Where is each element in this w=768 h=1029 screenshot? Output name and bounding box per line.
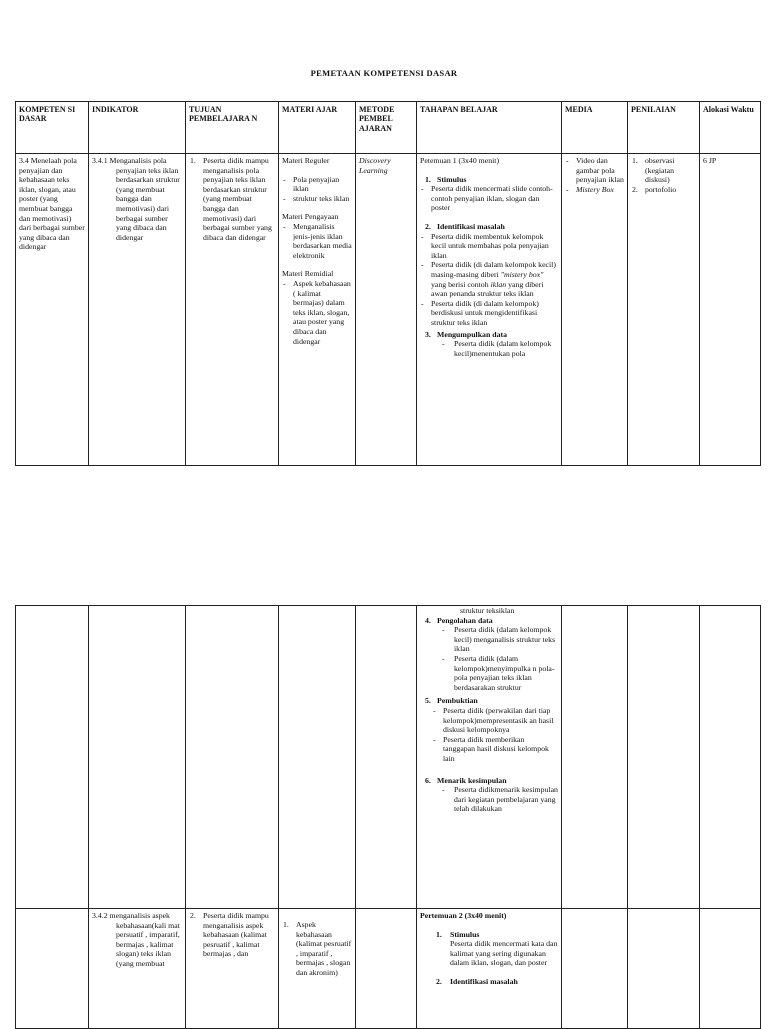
indikator-cell <box>89 154 186 466</box>
list-item: - Menganalisis jenis-jenis iklan berdasarkan media elektronik <box>282 222 352 260</box>
list-item: - Peserta didik (dalam kelompok kecil)menentukan pola <box>420 339 558 358</box>
pertemuan-label: Petemuan 1 (3x40 menit) <box>420 156 500 165</box>
step-heading: 3. Mengumpulkan data <box>425 329 507 339</box>
list-item: - struktur teks iklan <box>282 194 352 204</box>
tujuan-item <box>189 156 275 242</box>
materi-cell <box>279 154 356 466</box>
table-row <box>16 909 761 1029</box>
materi-reguler-label: Materi Reguler <box>282 156 330 165</box>
waktu-cell: 6 JP <box>700 154 761 466</box>
step-heading: 2. Identifikasi masalah <box>436 976 518 986</box>
kd-cell <box>16 154 89 466</box>
list-item: - Peserta didik membentuk kelompok kecil untuk membahas pola penyajian iklan <box>420 232 558 261</box>
tahapan-cell <box>417 154 562 466</box>
list-item: - Peserta didik memberikan tanggapan hasil diskusi kelompok lain <box>432 735 558 764</box>
list-item: - Mistery Box <box>565 185 624 195</box>
indikator-item <box>92 156 182 242</box>
list-item: - Peserta didik (perwakilan dari tiap kelompok)mempresentasik an hasil diskusi kelompoknya <box>432 706 558 735</box>
header-kd: KOMPETEN SI DASAR <box>16 102 89 154</box>
metode-text: Discovery Learning <box>359 156 391 175</box>
step-heading: 4. Pengolahan data <box>425 615 493 625</box>
step-heading: 1. Stimulus <box>425 174 467 184</box>
step-heading: 2. Identifikasi masalah <box>425 221 505 231</box>
competency-table-part2 <box>15 605 761 1029</box>
indikator-item <box>92 911 182 969</box>
penilaian-cell <box>628 154 700 466</box>
pertemuan-label: Pertemuan 2 (3x40 menit) <box>420 911 507 920</box>
list-item: - Peserta didik (dalam kelompok kecil) menganalisis struktur teks iklan <box>420 625 558 654</box>
competency-table-part1 <box>15 101 761 466</box>
step-heading: 6. Menarik kesimpulan <box>425 775 507 785</box>
header-metode: METODE PEMBEL AJARAN <box>356 102 417 154</box>
list-item: - Peserta didik (dalam kelompok)menyimpulka n pola-pola penyajian teks iklan berdasarakan struktur <box>420 654 558 692</box>
indikator-text: Menganalisis pola penyajian teks iklan berdasarkan struktur (yang membuat bangga dan memotivasi) dari berbagai sumber yang dibaca dan didengar <box>109 156 180 242</box>
step-heading: 1. Stimulus <box>436 929 480 939</box>
tujuan-item: 2. Peserta didik mampu menganalisis aspek kebahasaan (kalimat pesruatif , kalimat bermajas , dan <box>190 911 269 959</box>
list-item: - Peserta didik mencermati slide contoh-contoh penyajian iklan, slogan dan poster <box>420 184 558 213</box>
tujuan-number: 1. <box>190 156 196 165</box>
list-item: - Pola penyajian iklan <box>282 175 352 194</box>
tujuan-text: Peserta didik mampu menganalisis pola penyajian teks iklan berdasarkan struktur (yang membuat bangga dan memotivasi) dari berbagai sumber yang dibaca dan didengar <box>203 156 272 242</box>
materi-item: 1. Aspek kebahasaan (kalimat pesruatif , imparatif , bermajas , slogan dan akronim) <box>283 920 352 977</box>
table-row <box>16 606 761 909</box>
list-item: 1. observasi (kegiatan diskusi) <box>632 156 675 185</box>
materi-cell <box>279 909 356 1029</box>
materi-remidial-label: Materi Remidial <box>282 269 334 279</box>
header-tujuan: TUJUAN PEMBELAJARA N <box>186 102 279 154</box>
indikator-number: 3.4.2 <box>92 911 108 920</box>
list-item: - Peserta didik (di dalam kelompok kecil) masing-masing diberi "mistery box" yang berisi contoh iklan yang diberi awan penanda struktur teks iklan <box>420 260 558 298</box>
indikator-cell <box>89 909 186 1029</box>
step-heading: 5. Pembuktian <box>425 696 478 706</box>
list-item: - Peserta didikmenarik kesimpulan dari kegiatan pembelajaran yang telah dilakukan <box>420 785 558 814</box>
tujuan-cell <box>186 909 279 1029</box>
header-materi: MATERI AJAR <box>279 102 356 154</box>
indikator-number: 3.4.1 <box>92 156 108 165</box>
table-row <box>16 154 761 466</box>
list-item: - Peserta didik (di dalam kelompok) berdiskusi untuk mengidentifikasi struktur teks iklan <box>420 299 558 328</box>
materi-pengayaan-label: Materi Pengayaan <box>282 212 339 222</box>
tahapan-cell <box>417 909 562 1029</box>
tahapan-cell <box>417 606 562 909</box>
list-item: - Video dan gambar pola penyajian iklan <box>565 156 624 185</box>
list-item: 2. portofolio <box>632 184 677 194</box>
page-title: PEMETAAN KOMPETENSI DASAR <box>310 68 458 78</box>
media-cell <box>562 154 628 466</box>
header-indikator: INDIKATOR <box>89 102 186 154</box>
header-tahapan: TAHAPAN BELAJAR <box>417 102 562 154</box>
metode-cell <box>356 154 417 466</box>
continuation-line: struktur teksiklan <box>460 606 515 615</box>
mistery-box-term: "mistery box" <box>500 269 544 279</box>
indikator-text: menganalisis aspek kebahasaan(kali mat persuatif , imparatif, bermajas , kalimat slogan) teks iklan (yang membuat <box>109 911 180 968</box>
kd-text: 3.4 Menelaah pola penyajian dan kebahasaan teks iklan, slogan, atau poster (yang membuat bangga dan memotivasi) dari berbagai sumber yang dibaca dan didengar <box>19 156 85 252</box>
header-row <box>16 102 761 154</box>
header-waktu: Alokasi Waktu <box>700 102 761 154</box>
header-media: MEDIA <box>562 102 628 154</box>
header-penilaian: PENILAIAN <box>628 102 700 154</box>
tujuan-cell <box>186 154 279 466</box>
stimulus-text: Peserta didik mencermati kata dan kalimat yang sering digunakan dalam iklan, slogan, dan poster <box>450 939 558 968</box>
list-item: - Aspek kebahasaan ( kalimat bermajas) dalam teks iklan, slogan, atau poster yang dibaca dan didengar <box>282 279 352 346</box>
